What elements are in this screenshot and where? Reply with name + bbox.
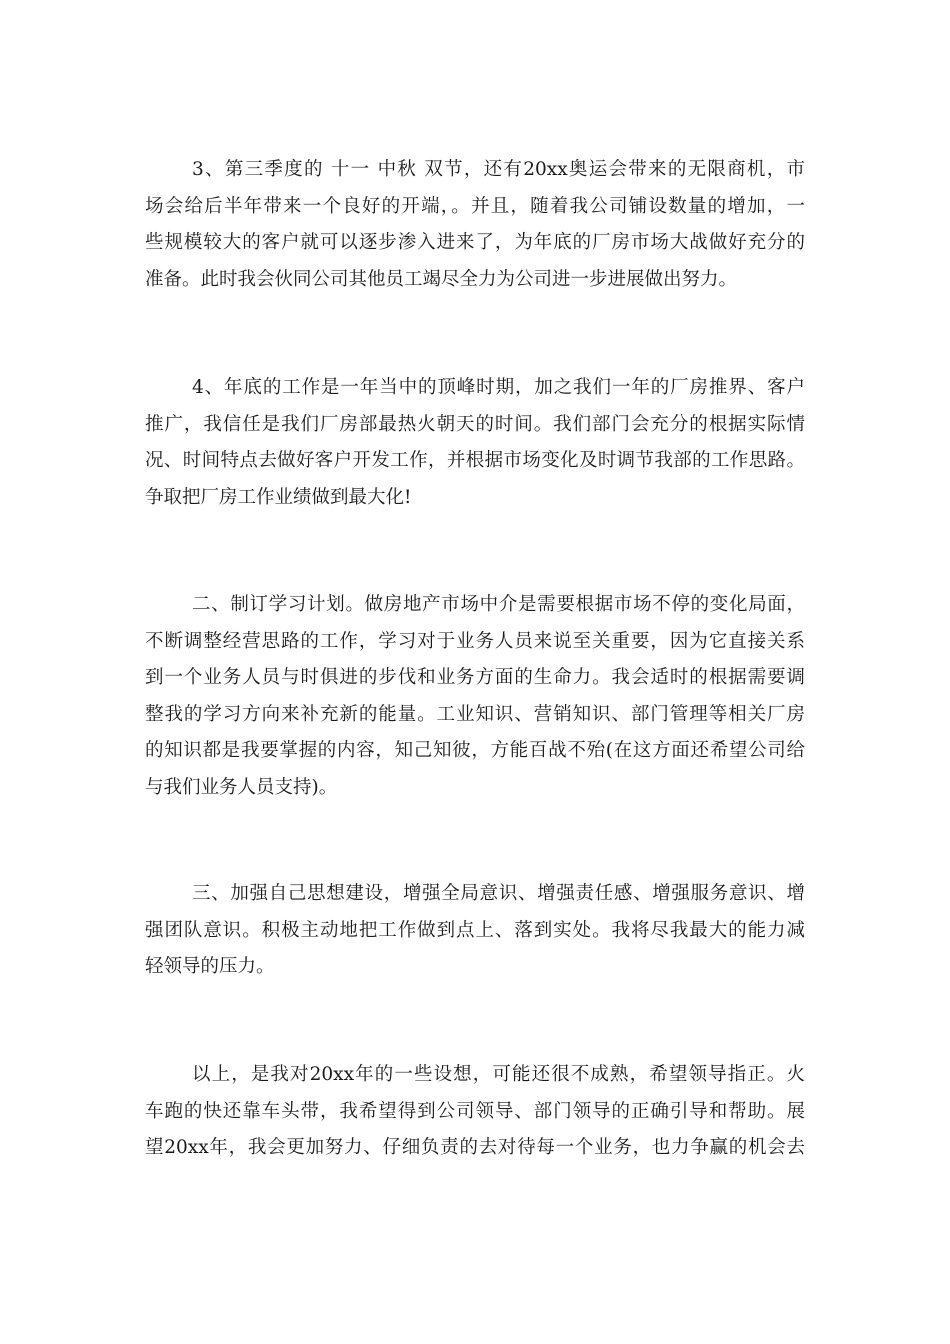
- paragraph-line: 准备。此时我会伙同公司其他员工竭尽全力为公司进一步进展做出努力。: [145, 268, 738, 290]
- paragraph-line: 推广，我信任是我们厂房部最热火朝天的时间。我们部门会充分的根据实际情: [145, 413, 805, 435]
- paragraph-line: 些规模较大的客户就可以逐步渗入进来了，为年底的厂房市场大战做好充分的: [145, 232, 805, 253]
- paragraph-line: 望20xx年，我会更加努力、仔细负责的去对待每一个业务，也力争赢的机会去: [145, 1137, 805, 1158]
- paragraph-study-plan: [145, 587, 805, 806]
- paragraph-line: 的知识都是我要掌握的内容，知己知彼，方能百战不殆(在这方面还希望公司给: [145, 740, 805, 761]
- paragraph-line: 以上，是我对20xx年的一些设想，可能还很不成熟，希望领导指正。火: [192, 1064, 805, 1085]
- paragraph-line: 车跑的快还靠车头带，我希望得到公司领导、部门领导的正确引导和帮助。展: [145, 1100, 805, 1122]
- paragraph-line: 强团队意识。积极主动地把工作做到点上、落到实处。我将尽我最大的能力减: [145, 919, 805, 941]
- paragraph-line: 与我们业务人员支持)。: [145, 776, 338, 798]
- paragraph-line: 况、时间特点去做好客户开发工作，并根据市场变化及时调节我部的工作思路。: [145, 450, 805, 471]
- paragraph-line: 轻领导的压力。: [145, 956, 275, 977]
- paragraph-line: 争取把厂房工作业绩做到最大化!: [145, 486, 412, 508]
- paragraph-self-improvement: [145, 876, 805, 986]
- paragraph-year-end: [145, 370, 805, 516]
- paragraph-line: 三、加强自己思想建设，增强全局意识、增强责任感、增强服务意识、增: [192, 883, 805, 904]
- paragraph-line: 3、第三季度的 十一 中秋 双节，还有20xx奥运会带来的无限商机，市: [192, 159, 805, 180]
- paragraph-line: 整我的学习方向来补充新的能量。工业知识、营销知识、部门管理等相关厂房: [145, 703, 805, 725]
- paragraph-line: 到一个业务人员与时俱进的步伐和业务方面的生命力。我会适时的根据需要调: [145, 667, 805, 688]
- paragraph-line: 场会给后半年带来一个良好的开端，。并且，随着我公司铺设数量的增加，一: [145, 195, 805, 217]
- paragraph-line: 4、年底的工作是一年当中的顶峰时期，加之我们一年的厂房推界、客户: [192, 377, 805, 398]
- paragraph-conclusion: [145, 1057, 805, 1167]
- paragraph-line: 不断调整经营思路的工作，学习对于业务人员来说至关重要，因为它直接关系: [145, 630, 805, 652]
- paragraph-line: 二、制订学习计划。做房地产市场中介是需要根据市场不停的变化局面，: [192, 594, 805, 615]
- paragraph-third-quarter: [145, 152, 805, 298]
